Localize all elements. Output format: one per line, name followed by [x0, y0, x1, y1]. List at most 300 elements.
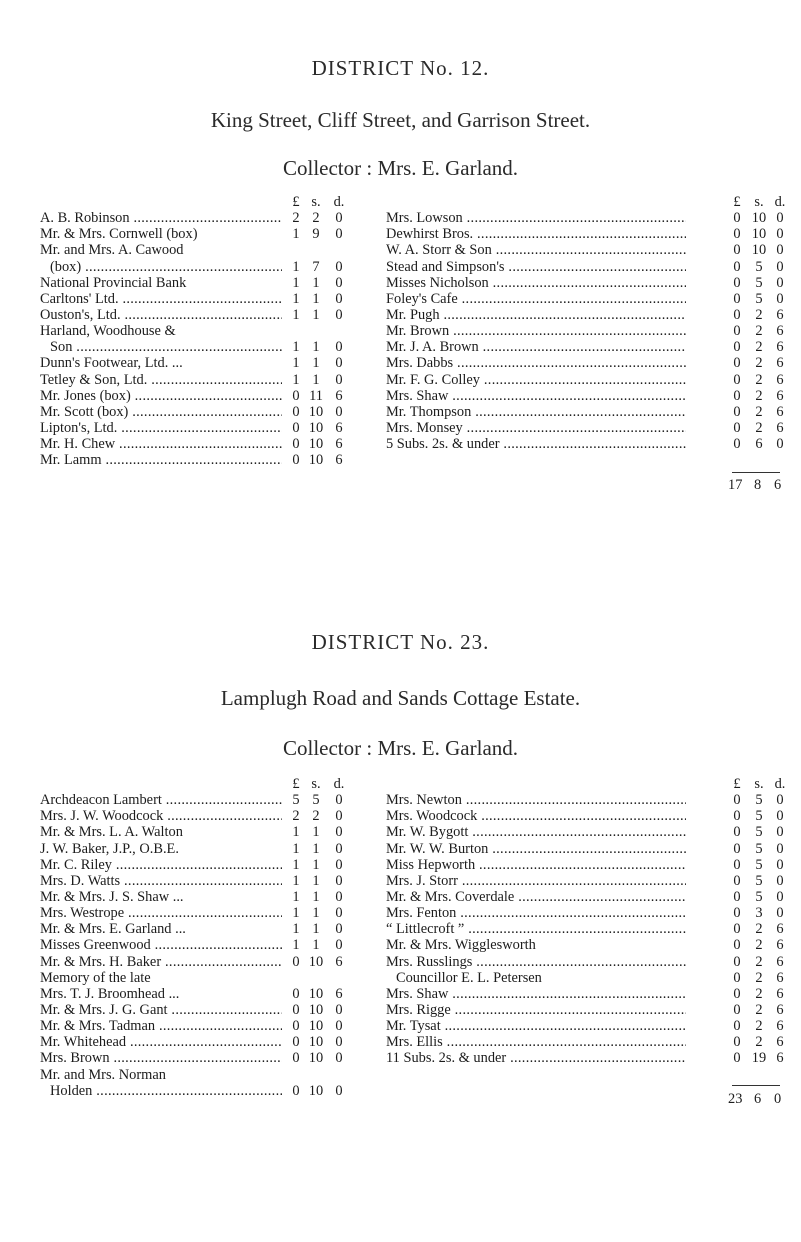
amount-pounds: 0: [292, 1082, 300, 1099]
amount-pence: 0: [776, 824, 784, 841]
amount-pounds: 1: [292, 856, 300, 873]
subscriber-row: [40, 1050, 387, 1066]
subscriber-name: Harland, Woodhouse &: [40, 323, 176, 340]
subscriber-row: [40, 291, 387, 307]
subscriber-name: Mr. Thompson .....: [386, 404, 686, 420]
subscriber-name: Mrs. Woodcock .....: [386, 808, 686, 824]
amount-pence: 0: [335, 339, 343, 356]
amount-shillings: 6: [755, 436, 763, 453]
district-12-total: [728, 477, 788, 495]
district-23-collector: Collector : Mrs. E. Garland.: [282, 736, 519, 760]
amount-pounds: 0: [733, 210, 741, 227]
amount-pence: 0: [776, 258, 784, 275]
amount-pence: 6: [776, 921, 784, 938]
amount-pence: 0: [335, 210, 343, 227]
subscriber-name: Mr. W. Bygott .....: [386, 824, 686, 840]
district-12-collector: Collector : Mrs. E. Garland.: [282, 156, 519, 180]
district-12-total-rule: [732, 472, 780, 473]
amount-shillings: 10: [751, 226, 767, 243]
amount-pounds: 0: [292, 985, 300, 1002]
amount-pounds: 0: [733, 419, 741, 436]
amount-pounds: 2: [292, 808, 300, 825]
amount-pounds: 0: [292, 1001, 300, 1018]
amount-pence: 6: [776, 403, 784, 420]
amount-pounds: 0: [292, 436, 300, 453]
amount-shillings: 2: [755, 355, 763, 372]
amount-shillings: 9: [312, 226, 320, 243]
amount-shillings: 1: [312, 306, 320, 323]
amount-pence: 0: [776, 274, 784, 291]
subscriber-name: Archdeacon Lambert .....: [40, 792, 282, 808]
subscriber-name: “ Littlecroft ” .....: [386, 921, 686, 937]
amount-pence: 0: [776, 888, 784, 905]
subscriber-name: J. W. Baker, J.P., O.B.E.: [40, 840, 179, 857]
district-12-heading: DISTRICT No. 12.: [311, 56, 490, 80]
amount-shillings: 1: [312, 824, 320, 841]
subscriber-row: [40, 355, 387, 371]
district-23-heading: DISTRICT No. 23.: [311, 630, 490, 654]
amount-shillings: 5: [755, 824, 763, 841]
amount-pounds: 0: [733, 323, 741, 340]
amount-shillings: 10: [308, 452, 324, 469]
district-12-right-ledger: [386, 194, 786, 453]
amount-shillings: 3: [755, 905, 763, 922]
subscriber-name: Tetley & Son, Ltd. .....: [40, 372, 282, 388]
amount-pence: 0: [335, 824, 343, 841]
amount-pence: 0: [335, 888, 343, 905]
subscriber-name: Mr. & Mrs. E. Garland ...: [40, 921, 186, 938]
amount-pounds: 0: [292, 419, 300, 436]
amount-pounds: 1: [292, 226, 300, 243]
subscriber-name: Misses Nicholson .....: [386, 275, 686, 291]
subscriber-row: [386, 323, 784, 340]
currency-header-row: [40, 194, 387, 210]
subscriber-name: Mrs. Lowson .....: [386, 210, 686, 226]
amount-pounds: 1: [292, 921, 300, 938]
subscriber-row: [40, 1034, 387, 1050]
amount-shillings: 1: [312, 856, 320, 873]
subscriber-row: [40, 792, 387, 808]
subscriber-name: Mrs. Shaw .....: [386, 986, 686, 1002]
subscriber-name: Mrs. Russlings .....: [386, 954, 686, 970]
subscriber-row: [40, 307, 387, 323]
amount-shillings: 5: [755, 840, 763, 857]
amount-pence: 0: [335, 872, 343, 889]
subscriber-row: [40, 339, 387, 355]
subscriber-name: Son .....: [50, 339, 282, 355]
subscriber-row: [386, 210, 784, 227]
subscriber-name: Mr. W. W. Burton .....: [386, 841, 686, 857]
amount-shillings: 10: [308, 1050, 324, 1067]
amount-shillings: 2: [755, 1001, 763, 1018]
subscriber-name: A. B. Robinson .....: [40, 210, 282, 226]
amount-pounds: 0: [733, 953, 741, 970]
amount-shillings: 19: [751, 1050, 767, 1067]
amount-shillings: 1: [312, 355, 320, 372]
subscriber-name: Dunn's Footwear, Ltd. ...: [40, 355, 183, 372]
subscriber-name: Mr. F. G. Colley .....: [386, 372, 686, 388]
currency-header-pounds: £: [733, 776, 741, 792]
subscriber-name: Memory of the late: [40, 969, 151, 986]
amount-pounds: 0: [292, 1050, 300, 1067]
amount-pounds: 0: [733, 274, 741, 291]
subscriber-row: [386, 290, 784, 307]
amount-pence: 6: [776, 969, 784, 986]
amount-pounds: 0: [733, 1018, 741, 1035]
amount-pence: 0: [335, 1001, 343, 1018]
amount-shillings: 10: [308, 436, 324, 453]
amount-shillings: 2: [755, 921, 763, 938]
subscriber-row: [386, 419, 784, 436]
amount-pounds: 0: [292, 1034, 300, 1051]
subscriber-row: [386, 986, 786, 1002]
amount-shillings: 5: [755, 888, 763, 905]
subscriber-name: Mr. J. A. Brown .....: [386, 339, 686, 355]
subscriber-row: [40, 275, 387, 291]
subscriber-name: Mr. & Mrs. Wigglesworth: [386, 937, 536, 954]
amount-shillings: 2: [755, 969, 763, 986]
amount-pounds: 0: [733, 921, 741, 938]
amount-shillings: 1: [312, 371, 320, 388]
amount-shillings: 5: [755, 872, 763, 889]
district-12-left-ledger: [40, 194, 387, 468]
subscriber-name: Mrs. Newton .....: [386, 792, 686, 808]
subscriber-name: Holden .....: [50, 1083, 282, 1099]
subscriber-row: [40, 808, 387, 824]
subscriber-name: Mr. and Mrs. Norman: [40, 1066, 166, 1083]
amount-pounds: 0: [733, 1034, 741, 1051]
amount-pence: 6: [776, 306, 784, 323]
amount-pence: 0: [335, 274, 343, 291]
amount-shillings: 1: [312, 840, 320, 857]
currency-header-row: [386, 194, 786, 210]
total-pounds: 23: [728, 1091, 743, 1107]
amount-pounds: 0: [733, 355, 741, 372]
amount-shillings: 10: [308, 1034, 324, 1051]
amount-pence: 0: [335, 921, 343, 938]
amount-pence: 0: [776, 872, 784, 889]
subscriber-row: [386, 841, 786, 857]
amount-pounds: 1: [292, 371, 300, 388]
subscriber-row: [386, 242, 784, 259]
amount-shillings: 2: [755, 1018, 763, 1035]
amount-pounds: 1: [292, 937, 300, 954]
amount-pence: 0: [776, 226, 784, 243]
subscriber-name: Dewhirst Bros. .....: [386, 226, 686, 242]
subscriber-name: Mr. & Mrs. H. Baker .....: [40, 954, 282, 970]
subscriber-row: [40, 452, 387, 468]
amount-pence: 6: [776, 1018, 784, 1035]
amount-pence: 0: [335, 1034, 343, 1051]
amount-shillings: 7: [312, 258, 320, 275]
amount-pence: 6: [335, 452, 343, 469]
currency-header-pounds: £: [292, 776, 300, 792]
subscriber-name: Mrs. Rigge .....: [386, 1002, 686, 1018]
subscriber-row: [40, 857, 387, 873]
amount-pounds: 0: [733, 872, 741, 889]
subscriber-name: Misses Greenwood .....: [40, 937, 282, 953]
subscriber-name: Mrs. Westrope .....: [40, 905, 282, 921]
subscriber-row: [386, 306, 784, 323]
amount-shillings: 1: [312, 274, 320, 291]
amount-pounds: 5: [292, 792, 300, 809]
amount-pounds: 0: [733, 290, 741, 307]
amount-pounds: 1: [292, 872, 300, 889]
subscriber-row: [40, 937, 387, 953]
currency-header-pence: d.: [774, 776, 786, 792]
amount-pence: 6: [776, 323, 784, 340]
amount-pence: 0: [335, 258, 343, 275]
subscriber-name: Carltons' Ltd. .....: [40, 291, 282, 307]
subscriber-row: [40, 226, 387, 242]
subscriber-name: (box) .....: [50, 259, 282, 275]
amount-pounds: 0: [733, 856, 741, 873]
subscriber-row: [386, 436, 784, 453]
subscriber-row: [386, 824, 786, 840]
amount-pounds: 0: [733, 840, 741, 857]
subscriber-row: [40, 436, 387, 452]
subscriber-name: Mr. Whitehead .....: [40, 1034, 282, 1050]
amount-shillings: 5: [755, 274, 763, 291]
subscriber-name: Mr. & Mrs. Cornwell (box): [40, 226, 198, 243]
currency-header-shillings: s.: [311, 194, 321, 210]
total-shillings: 6: [754, 1091, 762, 1107]
amount-shillings: 1: [312, 339, 320, 356]
amount-shillings: 2: [755, 387, 763, 404]
subscriber-row: [40, 905, 387, 921]
amount-pounds: 0: [292, 452, 300, 469]
amount-shillings: 10: [751, 242, 767, 259]
amount-pence: 0: [776, 840, 784, 857]
amount-pence: 6: [776, 387, 784, 404]
total-pence: 0: [774, 1091, 782, 1107]
amount-pounds: 0: [733, 306, 741, 323]
amount-shillings: 5: [755, 792, 763, 809]
amount-pounds: 0: [733, 387, 741, 404]
subscriber-row: [386, 226, 784, 243]
amount-pounds: 0: [292, 387, 300, 404]
amount-shillings: 1: [312, 872, 320, 889]
subscriber-name: Foley's Cafe .....: [386, 291, 686, 307]
amount-pence: 0: [335, 856, 343, 873]
amount-pounds: 1: [292, 258, 300, 275]
amount-pounds: 0: [733, 792, 741, 809]
amount-shillings: 5: [312, 792, 320, 809]
subscriber-row: [40, 372, 387, 388]
currency-header-shillings: s.: [311, 776, 321, 792]
subscriber-row: [40, 873, 387, 889]
subscriber-name: Mr. & Mrs. Coverdale .....: [386, 889, 686, 905]
amount-shillings: 10: [308, 953, 324, 970]
total-shillings: 8: [754, 477, 762, 493]
amount-pence: 0: [776, 856, 784, 873]
currency-header-pounds: £: [292, 194, 300, 210]
amount-shillings: 5: [755, 290, 763, 307]
subscriber-row: [40, 210, 387, 226]
amount-shillings: 2: [755, 339, 763, 356]
amount-shillings: 2: [755, 403, 763, 420]
amount-shillings: 10: [308, 985, 324, 1002]
amount-pounds: 0: [733, 969, 741, 986]
amount-pence: 0: [776, 436, 784, 453]
amount-pence: 6: [776, 985, 784, 1002]
subscriber-row: [386, 873, 786, 889]
subscriber-row: [386, 937, 786, 953]
subscriber-name: Mr. Lamm .....: [40, 452, 282, 468]
amount-pounds: 0: [733, 1001, 741, 1018]
subscriber-name: Mrs. Shaw .....: [386, 388, 686, 404]
subscriber-row: [386, 921, 786, 937]
subscriber-name: Councillor E. L. Petersen: [396, 969, 542, 986]
subscriber-row: [386, 808, 786, 824]
subscriber-row: [40, 259, 387, 275]
subscriber-row: [40, 1018, 387, 1034]
amount-pounds: 0: [292, 1018, 300, 1035]
amount-shillings: 2: [755, 985, 763, 1002]
amount-pence: 6: [776, 371, 784, 388]
subscriber-name: National Provincial Bank: [40, 274, 187, 291]
subscriber-row: [40, 889, 387, 905]
subscriber-row: [386, 1002, 786, 1018]
amount-pence: 0: [335, 840, 343, 857]
amount-pounds: 0: [733, 258, 741, 275]
subscriber-name: Mr. Pugh .....: [386, 307, 686, 323]
amount-shillings: 10: [308, 403, 324, 420]
subscriber-name: Mr. H. Chew .....: [40, 436, 282, 452]
amount-pence: 0: [335, 355, 343, 372]
subscriber-name: Ouston's, Ltd. .....: [40, 307, 282, 323]
amount-shillings: 1: [312, 905, 320, 922]
subscriber-name: Mr. Tysat .....: [386, 1018, 686, 1034]
amount-pounds: 0: [292, 403, 300, 420]
amount-pounds: 0: [733, 888, 741, 905]
total-pence: 6: [774, 477, 782, 493]
amount-shillings: 2: [755, 953, 763, 970]
currency-header-pence: d.: [333, 776, 345, 792]
subscriber-name: Mr. & Mrs. J. S. Shaw ...: [40, 888, 184, 905]
amount-pence: 6: [776, 1001, 784, 1018]
subscriber-row: [386, 1050, 786, 1066]
amount-pounds: 1: [292, 840, 300, 857]
amount-shillings: 11: [309, 387, 323, 404]
subscriber-row: [40, 388, 387, 404]
district-23-right-ledger: [386, 776, 786, 1067]
amount-shillings: 1: [312, 888, 320, 905]
subscriber-row: [40, 1002, 387, 1018]
subscriber-name: Mr. Brown .....: [386, 323, 686, 339]
subscriber-name: Mrs. Ellis .....: [386, 1034, 686, 1050]
amount-shillings: 2: [755, 419, 763, 436]
subscriber-name: Mr. Scott (box) .....: [40, 404, 282, 420]
subscriber-name: Miss Hepworth .....: [386, 857, 686, 873]
amount-pounds: 2: [292, 210, 300, 227]
amount-pence: 0: [776, 905, 784, 922]
subscriber-name: Mr. C. Riley .....: [40, 857, 282, 873]
subscriber-name: Mrs. Fenton .....: [386, 905, 686, 921]
amount-pounds: 0: [733, 985, 741, 1002]
amount-pence: 0: [335, 792, 343, 809]
amount-shillings: 1: [312, 937, 320, 954]
amount-pence: 0: [335, 1050, 343, 1067]
subscriber-name: Mrs. Brown .....: [40, 1050, 282, 1066]
subscriber-name: Mrs. T. J. Broomhead ...: [40, 985, 180, 1002]
amount-pounds: 0: [733, 242, 741, 259]
amount-pounds: 0: [733, 226, 741, 243]
subscriber-row: [40, 986, 387, 1002]
subscriber-name: Mr. & Mrs. Tadman .....: [40, 1018, 282, 1034]
amount-pence: 6: [776, 1034, 784, 1051]
amount-pounds: 0: [733, 905, 741, 922]
subscriber-row: [40, 420, 387, 436]
amount-pence: 0: [335, 371, 343, 388]
currency-header-row: [386, 776, 786, 792]
amount-shillings: 2: [755, 323, 763, 340]
amount-pence: 0: [335, 226, 343, 243]
amount-pounds: 0: [733, 824, 741, 841]
currency-header-pence: d.: [333, 194, 345, 210]
subscriber-row: [40, 242, 387, 258]
subscriber-row: [386, 258, 784, 275]
currency-header-row: [40, 776, 387, 792]
subscriber-name: W. A. Storr & Son .....: [386, 242, 686, 258]
amount-pence: 0: [776, 290, 784, 307]
amount-pence: 0: [776, 210, 784, 227]
subscriber-row: [40, 1067, 387, 1083]
amount-shillings: 2: [312, 808, 320, 825]
subscriber-row: [40, 404, 387, 420]
amount-pence: 0: [335, 905, 343, 922]
amount-shillings: 5: [755, 808, 763, 825]
subscriber-name: Mrs. J. Storr .....: [386, 873, 686, 889]
subscriber-name: 11 Subs. 2s. & under .....: [386, 1050, 686, 1066]
amount-pounds: 0: [733, 436, 741, 453]
amount-pence: 6: [776, 1050, 784, 1067]
amount-shillings: 10: [751, 210, 767, 227]
amount-pence: 0: [776, 242, 784, 259]
subscriber-row: [386, 371, 784, 388]
amount-pounds: 1: [292, 355, 300, 372]
amount-shillings: 10: [308, 1082, 324, 1099]
amount-shillings: 10: [308, 1018, 324, 1035]
subscriber-name: Mrs. D. Watts .....: [40, 873, 282, 889]
amount-shillings: 1: [312, 921, 320, 938]
amount-pounds: 0: [733, 371, 741, 388]
subscriber-row: [40, 841, 387, 857]
subscriber-name: Mr. & Mrs. L. A. Walton: [40, 824, 183, 841]
subscriber-row: [386, 792, 786, 808]
subscriber-name: Mr. and Mrs. A. Cawood: [40, 242, 184, 259]
subscriber-row: [386, 1034, 786, 1050]
amount-pounds: 0: [292, 953, 300, 970]
subscriber-name: Mr. Jones (box) .....: [40, 388, 282, 404]
subscriber-row: [40, 824, 387, 840]
subscriber-row: [386, 889, 786, 905]
subscriber-name: Lipton's, Ltd. .....: [40, 420, 282, 436]
subscriber-row: [386, 355, 784, 372]
amount-pounds: 1: [292, 274, 300, 291]
amount-pence: 0: [335, 403, 343, 420]
amount-pounds: 1: [292, 905, 300, 922]
subscriber-row: [386, 403, 784, 420]
amount-shillings: 2: [312, 210, 320, 227]
amount-pounds: 1: [292, 339, 300, 356]
subscriber-name: Mrs. Monsey .....: [386, 420, 686, 436]
currency-header-shillings: s.: [754, 194, 764, 210]
subscriber-row: [40, 970, 387, 986]
district-23-left-ledger: [40, 776, 387, 1099]
amount-pence: 0: [776, 792, 784, 809]
amount-shillings: 10: [308, 1001, 324, 1018]
